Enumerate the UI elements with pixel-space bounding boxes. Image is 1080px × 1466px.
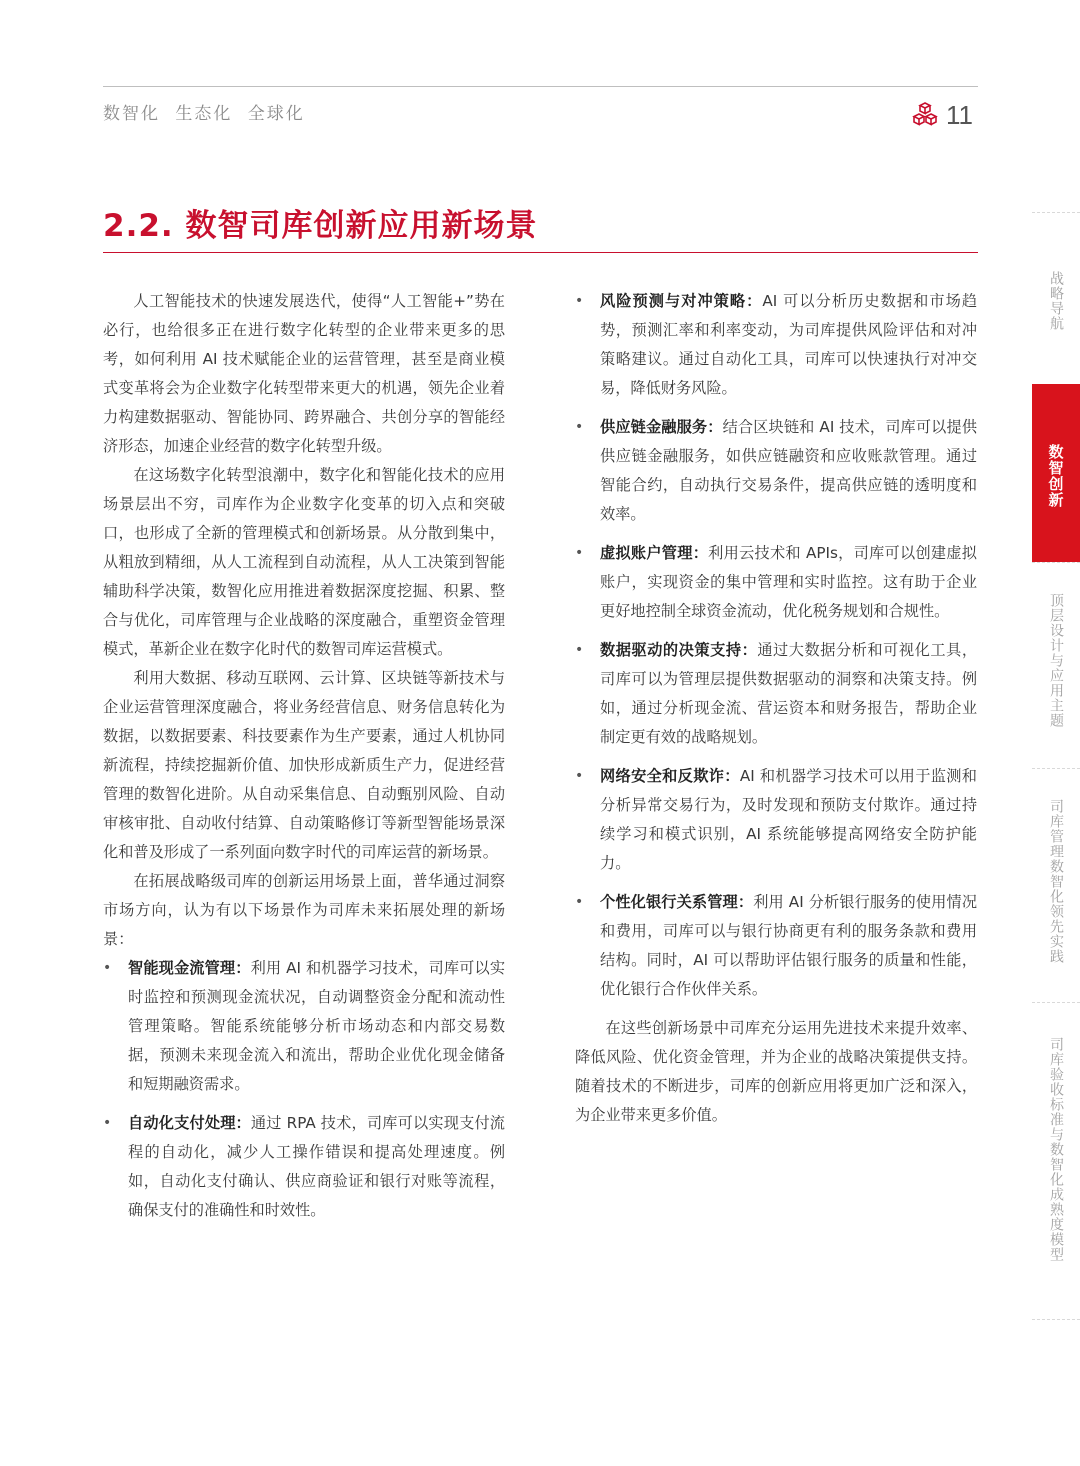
closing-paragraph: 在这些创新场景中司库充分运用先进技术来提升效率、降低风险、优化资金管理，并为企业的战略决策提供支持。随着技术的不断进步，司库的创新应用将更加广泛和深入，为企业带来更多价值。 xyxy=(575,1019,977,1124)
left-column xyxy=(103,287,505,1235)
paragraph: 在拓展战略级司库的创新运用场景上面，普华通过洞察市场方向，认为有以下场景作为司库未来拓展处理的新场景： xyxy=(103,872,505,948)
list-item xyxy=(103,954,505,1099)
bullet-term: 网络安全和反欺诈： xyxy=(600,767,740,785)
bullet-text: 利用 AI 和机器学习技术，司库可以实时监控和预测现金流状况，自动调整资金分配和流动性管理策略。智能系统能够分析市场动态和内部交易数据，预测未来现金流入和流出，帮助企业优化现金储备和短期融资需求。 xyxy=(128,959,506,1093)
side-nav-label: 战略导航 xyxy=(1048,271,1064,331)
bullet-term: 数据驱动的决策支持： xyxy=(600,641,758,659)
bullet-text: 通过 RPA 技术，司库可以实现支付流程的自动化，减少人工操作错误和提高处理速度。例如，自动化支付确认、供应商验证和银行对账等流程，确保支付的准确性和时效性。 xyxy=(128,1114,505,1219)
bullet-text: 通过大数据分析和可视化工具，司库可以为管理层提供数据驱动的洞察和决策支持。例如，通过分析现金流、营运资本和财务报告，帮助企业制定更有效的战略规划。 xyxy=(600,641,978,746)
bullet-text: AI 可以分析历史数据和市场趋势，预测汇率和利率变动，为司库提供风险评估和对冲策略建议。通过自动化工具，司库可以快速执行对冲交易，降低财务风险。 xyxy=(600,292,978,397)
list-item xyxy=(575,888,977,1004)
bullet-term: 智能现金流管理： xyxy=(128,959,251,977)
side-nav-tab-innovation[interactable] xyxy=(1032,384,1080,562)
section-title: 2.2. 数智司库创新应用新场景 xyxy=(103,208,538,244)
bullet-text: 结合区块链和 AI 技术，司库可以提供供应链金融服务，如供应链融资和应收账款管理。通过智能合约，自动执行交易条件，提高供应链的透明度和效率。 xyxy=(600,418,978,523)
bullet-term: 虚拟账户管理： xyxy=(600,544,709,562)
bullet-list xyxy=(575,287,977,1004)
list-item xyxy=(575,636,977,752)
side-nav-tab-strategy[interactable] xyxy=(1032,212,1080,384)
cubes-icon xyxy=(912,101,938,131)
side-nav-tab-standards[interactable] xyxy=(1032,1002,1080,1320)
bullet-list xyxy=(103,954,505,1225)
title-divider xyxy=(103,252,978,253)
list-item xyxy=(103,1109,505,1225)
paragraph: 利用大数据、移动互联网、云计算、区块链等新技术与企业运营管理深度融合，将业务经营信息、财务信息转化为数据，以数据要素、科技要素作为生产要素，通过人机协同新流程，持续挖掘新价值、加快形成新质生产力，促进经营管理的数智化进阶。从自动采集信息、自动甄别风险、自动审核审批、自动收付结算、自动策略修订等新型智能场景深化和普及形成了一系列面向数字时代的司库运营的新场景。 xyxy=(103,669,505,861)
bullet-term: 自动化支付处理： xyxy=(128,1114,251,1132)
header-divider xyxy=(103,86,978,87)
right-column xyxy=(575,287,977,1130)
list-item xyxy=(575,287,977,403)
bullet-text: 利用云技术和 APIs，司库可以创建虚拟账户，实现资金的集中管理和实时监控。这有助于企业更好地控制全球资金流动，优化税务规划和合规性。 xyxy=(600,544,977,620)
bullet-term: 个性化银行关系管理： xyxy=(600,893,754,911)
side-nav-tab-practice[interactable] xyxy=(1032,768,1080,1002)
side-nav-label: 数智创新 xyxy=(1046,444,1065,508)
bullet-text: AI 和机器学习技术可以用于监测和分析异常交易行为，及时发现和预防支付欺诈。通过持续学习和模式识别，AI 系统能够提高网络安全防护能力。 xyxy=(600,767,977,872)
side-nav-label: 司库管理数智化领先实践 xyxy=(1048,799,1064,964)
header-slogan: 数智化 生态化 全球化 xyxy=(103,104,305,124)
paragraph: 在这场数字化转型浪潮中，数字化和智能化技术的应用场景层出不穷，司库作为企业数字化变革的切入点和突破口，也形成了全新的管理模式和创新场景。从分散到集中，从粗放到精细，从人工流程到自动流程，从人工决策到智能辅助科学决策，数智化应用推进着数据深度挖掘、积累、整合与优化，司库管理与企业战略的深度融合，重塑资金管理模式，革新企业在数字化时代的数智司库运营模式。 xyxy=(103,466,505,658)
bullet-text: 利用 AI 分析银行服务的使用情况和费用，司库可以与银行协商更有利的服务条款和费用结构。同时，AI 可以帮助评估银行服务的质量和性能，优化银行合作伙伴关系。 xyxy=(600,893,978,998)
side-nav-label: 顶层设计与应用主题 xyxy=(1048,593,1064,728)
bullet-term: 风险预测与对冲策略： xyxy=(600,292,763,310)
bullet-term: 供应链金融服务： xyxy=(600,418,723,436)
paragraph: 人工智能技术的快速发展迭代，使得“人工智能+”势在必行，也给很多正在进行数字化转型的企业带来更多的思考，如何利用 AI 技术赋能企业的运营管理，甚至是商业模式变革将会为企业数字化转型带来更大的机遇，领先企业着力构建数据驱动、智能协同、跨界融合、共创分享的智能经济形态，加速企业经营的数字化转型升级。 xyxy=(103,292,505,455)
side-nav-label: 司库验收标准与数智化成熟度模型 xyxy=(1048,1037,1064,1262)
page-number-group xyxy=(912,100,973,131)
side-nav-tab-design[interactable] xyxy=(1032,562,1080,768)
list-item xyxy=(575,413,977,529)
page-number: 11 xyxy=(946,100,973,130)
list-item xyxy=(575,539,977,626)
list-item xyxy=(575,762,977,878)
